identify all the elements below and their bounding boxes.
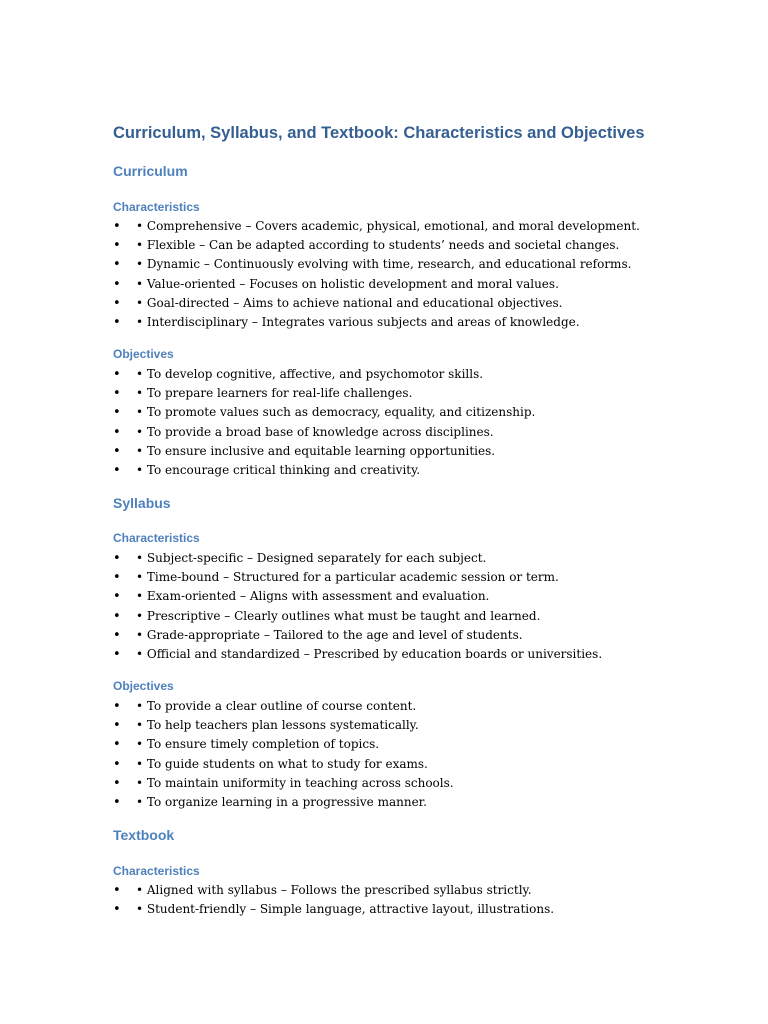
subheading-curriculum-objectives: Objectives bbox=[113, 347, 174, 361]
bullet-icon: • bbox=[113, 756, 121, 772]
bullet-icon: • bbox=[113, 295, 121, 311]
subheading-textbook-characteristics: Characteristics bbox=[113, 864, 200, 878]
bullet-icon: • bbox=[113, 608, 121, 624]
bullet-icon: • bbox=[113, 570, 121, 586]
bullet-icon: • bbox=[113, 424, 121, 440]
subheading-syllabus-characteristics: Characteristics bbox=[113, 531, 200, 545]
bullet-icon: • bbox=[113, 902, 121, 918]
bullet-icon: • bbox=[113, 443, 121, 459]
bullet-icon: • bbox=[113, 257, 121, 273]
section-heading-syllabus: Syllabus bbox=[113, 495, 171, 511]
bullet-icon: • bbox=[113, 386, 121, 402]
document-page: Curriculum, Syllabus, and Textbook: Characteristics and Objectives Curriculum Characteristics • • Comprehensive – Covers academic, physical, emotional, and moral development. • • Flexible – Can be adapted according to students’ needs and societal changes. • • Dynamic – Continuously evolving with time, research, and educational reforms. • • Value-oriented – Focuses on holistic development and moral values. • • Goal-directed – Aims to achieve national and educational objectives. • • Interdisciplinary – Integrates various subjects and areas of knowledge. Objectives • • To develop cognitive, affective, and psychomotor skills. • • To prepare learners for real-life challenges. • • To promote values such as democracy, equality, and citizenship. • • To provide a broad base of knowledge across disciplines. • • To ensure inclusive and equitable learning opportunities. • • To encourage critical thinking and creativity. Syllabus Characteristics • • Subject-specific – Designed separately for each subject. • • Time-bound – Structured for a particular academic session or term. • • Exam-oriented – Aligns with assessment and evaluation. • • Prescriptive – Clearly outlines what must be taught and learned. • • Grade-appropriate – Tailored to the age and level of students. • • Official and standardized – Prescribed by education boards or universities. Objectives • • To provide a clear outline of course content. • • To help teachers plan lessons systematically. • • To ensure timely completion of topics. • • To guide students on what to study for exams. • • To maintain uniformity in teaching across schools. • • To organize learning in a progressive manner. Textbook Characteristics • • Aligned with syllabus – Follows the prescribed syllabus strictly. • • Student-friendly – Simple language, attractive layout, illustrations. bbox=[0, 0, 768, 1024]
bullet-icon: • bbox=[113, 276, 121, 292]
bullet-icon: • bbox=[113, 699, 121, 714]
bullet-icon: • bbox=[113, 627, 121, 643]
bullet-icon: • bbox=[113, 219, 121, 234]
bullet-icon: • bbox=[113, 238, 121, 254]
bullet-icon: • bbox=[113, 551, 121, 566]
section-heading-textbook: Textbook bbox=[113, 827, 175, 843]
document-title: Curriculum, Syllabus, and Textbook: Characteristics and Objectives bbox=[113, 124, 645, 142]
bullet-icon: • bbox=[113, 314, 121, 330]
bullet-icon: • bbox=[113, 367, 121, 382]
bullet-icon: • bbox=[113, 718, 121, 734]
subheading-curriculum-characteristics: Characteristics bbox=[113, 200, 200, 214]
section-heading-curriculum: Curriculum bbox=[113, 163, 188, 179]
bullet-icon: • bbox=[113, 405, 121, 421]
bullet-icon: • bbox=[113, 462, 121, 478]
bullet-icon: • bbox=[113, 883, 121, 898]
bullet-icon: • bbox=[113, 737, 121, 753]
bullet-icon: • bbox=[113, 775, 121, 791]
bullet-icon: • bbox=[113, 589, 121, 605]
subheading-syllabus-objectives: Objectives bbox=[113, 679, 174, 693]
bullet-icon: • bbox=[113, 794, 121, 810]
bullet-icon: • bbox=[113, 646, 121, 662]
